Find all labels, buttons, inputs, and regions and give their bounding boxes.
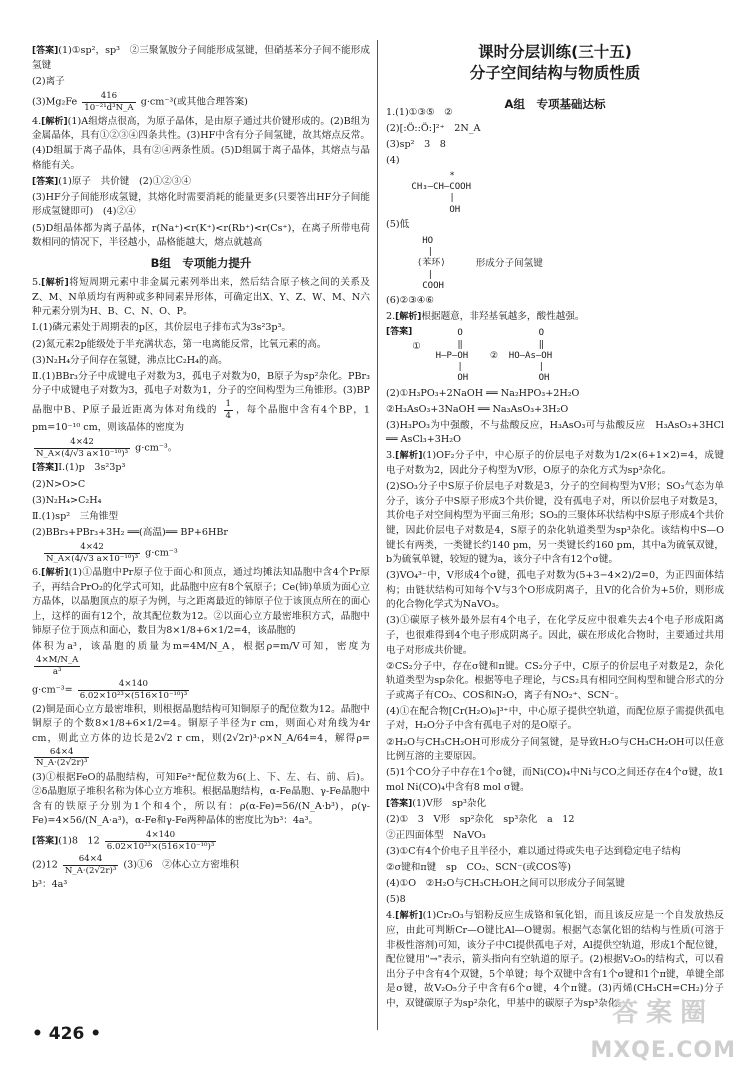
- q3-answer-1: [答案](1)V形 sp³杂化: [386, 797, 487, 809]
- q5-density: $\frac{4\times 42}{\text{N\_A×(4/√3 a×10⁻¹⁰)³}}$ g·cm⁻³。: [36, 437, 178, 460]
- q6-analysis-4: (2)铜是面心立方最密堆积，则根据晶胞结构可知铜原子的配位数为12。晶胞中铜原子的个数8×1/8+6×1/2=4。铜原子半径为r cm，则面心对角线为4r cm，则此立方体的边长是2√2 r cm，则(2√2r)³·ρ×N_A/64=4，解得ρ= $\frac{64\times 4}{\text{N\_A·(2√2r)³}}$: [32, 703, 370, 769]
- q1-line-4: (4): [386, 155, 400, 167]
- q6-analysis-3: g·cm⁻³= $\frac{4\times 140}{\text{6.02×10²³×(516×10⁻¹⁰)³}}$: [32, 678, 188, 701]
- answer-label: [答案]: [32, 46, 59, 56]
- q2-eq-2: ②H₃AsO₃+3NaOH ══ Na₃AsO₃+3H₂O: [386, 403, 569, 415]
- q6-analysis-5: (3)①根据FeO的晶胞结构，可知Fe²⁺配位数为6(上、下、左、右、前、后)。②δ晶胞原子堆积名称为体心立方堆积。根据晶胞结构，α-Fe晶胞、γ-Fe晶胞中含有的铁原子分别为1个和4个，所以有：ρ(α-Fe)=56/(N_A·b³)，ρ(γ-Fe)=4×56/(N_A·a³)，α-Fe和γ-Fe两种晶体的密度比为b³：4a³。: [32, 771, 370, 827]
- q5-analysis-5: Ⅱ.(1)BBr₃分子中成键电子对数为3，孤电子对数为0，B原子为sp²杂化。PBr₃分子中成键电子对数为3，孤电子对数为1，分子的空间构型为三角锥形。(3)BP晶胞中B、P原子最近距离为体对角线的 $\frac{1}{4}$ ，每个晶胞中含有4个BP，1 pm=10⁻¹⁰ cm，则该晶体的密度为: [32, 370, 370, 434]
- section-a-heading: A组 专项基础达标: [504, 97, 606, 111]
- q1-line-2: (2)[:Ö::Ö:]²⁺ 2N_A: [386, 123, 481, 135]
- q1-line-5b: 形成分子间氢键: [475, 257, 543, 269]
- answer-prev-2: (2)离子: [32, 75, 65, 87]
- q4-answer-2: (3)HF分子间能形成氢键，其熔化时需要消耗的能量更多(只要答出HF分子间能形成氢键即可) (4)②④: [32, 191, 370, 218]
- q4-answer-3: (5)D组晶体都为离子晶体，r(Na⁺)<r(K⁺)<r(Rb⁺)<r(Cs⁺)，在离子所带电荷数相同的情况下，半径越小，晶格能越大，熔点就越高: [32, 222, 370, 249]
- q2-eq-1: (2)①H₃PO₃+2NaOH ══ Na₂HPO₃+2H₂O: [386, 387, 580, 399]
- q5-analysis: 5.[解析]将短周期元素中非金属元素列举出来，然后结合原子核之间的关系及Z、M、N单质均有两种或多种同素异形体，可确定出X、Y、Z、W、M、N六种元素分别为H、B、C、N、O、P。: [32, 277, 370, 318]
- q3-analysis-3: (3)VO₄³⁻中，V形成4个σ键，孤电子对数为(5+3−4×2)/2=0，为正四面体结构；由链状结构可知每个V与3个O形成阴离子，且V的化合价为+5价，则形成的化合物化学式为NaVO₃。: [386, 570, 724, 611]
- q6-answer-3: b³：4a³: [32, 879, 68, 891]
- q3-answer-5: ②σ键和π键 sp CO₂、SCN⁻(或COS等): [386, 862, 571, 874]
- column-divider: [377, 40, 378, 1030]
- q3-analysis-2: (2)SO₃分子中S原子价层电子对数是3，分子的空间构型为V形；SO₃气态为单分子，该分子中S原子形成3个共价键，没有孤电子对，所以价层电子对数是3，其价电子对空间构型为平面三角形；SO₃的三聚体环状结构中S原子形成4个共价键，因此价层电子对数是4，S原子的杂化轨道类型为sp³杂化。该结构中S—O键长有两类，一类键长约140 pm，另一类键长约160 pm，其中a为硫氧双键，b为硫氧单键，较短的键为a，该分子中含有12个σ键。: [386, 481, 724, 566]
- q5-answer-3: (3)N₂H₄>C₂H₄: [32, 494, 102, 506]
- q5-answer-4: Ⅱ.(1)sp² 三角锥型: [32, 510, 119, 522]
- lesson-title: [386, 42, 724, 84]
- acid-structures: O O ‖ ‖ H—P—OH ② HO—As—OH | | OH OH: [435, 328, 553, 384]
- q5-analysis-4: (3)N₂H₄分子间存在氢键，沸点比C₂H₄的高。: [32, 354, 228, 366]
- q6-answer-1: [答案](1)8 12 $\frac{4\times 140}{\text{6.02×10²³×(516×10⁻¹⁰)³}}$: [32, 830, 215, 853]
- q5-answer-6: $\frac{4\times 42}{\text{N\_A×(4/√3 a×10⁻¹⁰)³}}$ g·cm⁻³: [46, 541, 178, 564]
- left-column: [32, 44, 370, 894]
- q3-answer-4: (3)①C有4个价电子且半径小，难以通过得或失电子达到稳定电子结构: [386, 846, 681, 858]
- q4-answer-1: [答案](1)原子 共价键 (2)①②③④: [32, 175, 191, 187]
- q3-analysis-1: 3.[解析](1)OF₂分子中，中心原子的价层电子对数为1/2×(6+1×2)=4，成键电子对数为2，因此分子构型为V形，O原子的杂化方式为sp³杂化。: [386, 450, 724, 477]
- q3-analysis-5: ②CS₂分子中，存在σ键和π键。CS₂分子中，C原子的价层电子对数是2，杂化轨道类型为sp杂化。根据等电子理论，与CS₂具有相同空间构型和键合形式的分子或离子有CO₂、COS和N₂O，离子有NO₂⁺、SCN⁻。: [386, 660, 724, 701]
- q3-answer-2: (2)① 3 V形 sp²杂化 sp³杂化 a 12: [386, 814, 575, 826]
- q3-answer-6: (4)①O ②H₂O与CH₃CH₂OH之间可以形成分子间氢键: [386, 878, 625, 890]
- q2-analysis: 2.[解析]根据题意，非羟基氧越多，酸性越强。: [386, 311, 585, 323]
- right-column: [386, 106, 724, 1013]
- q2-eq-3: (3)H₃PO₃为中强酸，不与盐酸反应，H₃AsO₃可与盐酸反应 H₃AsO₃+3HCl ══ AsCl₃+3H₂O: [386, 419, 724, 446]
- q5-answer-2: (2)N>O>C: [32, 478, 86, 490]
- q6-analysis: 6.[解析](1)①晶胞中Pr原子位于面心和顶点，通过均摊法知晶胞中含4个Pr原子，再结合PrO₂的化学式可知，此晶胞中应有8个氧原子；Ce(铈)单质为面心立方晶体，以晶胞顶点的原子为例，与之距离最近的铈原子位于该顶点所在的面心上，这样的面有12个，故其配位数为12。②以面心立方最密堆积方式，晶胞中铈原子位于顶点和面心，数目为8×1/8+6×1/2=4，该晶胞的: [32, 566, 370, 637]
- hydroxybenzoic-acid-structure: HO | ⟨苯环⟩ | COOH: [416, 235, 446, 291]
- q5-answer-1: [答案]Ⅰ.(1)p 3s²3p³: [32, 462, 126, 474]
- q5-answer-5: (2)BBr₃+PBr₃+3H₂ ══(高温)══ BP+6HBr: [32, 526, 228, 538]
- section-b-heading: B组 专项能力提升: [150, 255, 252, 270]
- q1-line-1: 1.(1)①③⑤ ②: [386, 107, 453, 118]
- q3-analysis-7: ②H₂O与CH₃CH₂OH可形成分子间氢键，是导致H₂O与CH₃CH₂OH可以任意比例互溶的主要原因。: [386, 736, 724, 763]
- q3-answer-3: ②正四面体型 NaVO₃: [386, 830, 486, 842]
- q1-structure-row: [386, 234, 724, 294]
- q6-answer-2: (2)12 $\frac{64\times 4}{\text{N\_A·(2√2r)³}}$ (3)①6 ②体心立方密堆积: [32, 854, 240, 877]
- q2-structures: [答案] ① O O ‖ ‖ H—P—OH ② HO—As—OH | | OH OH: [386, 327, 553, 384]
- q3-answer-7: (5)8: [386, 894, 406, 906]
- q5-analysis-3: (2)氮元素2p能级处于半充满状态，第一电离能反常，比氧元素的高。: [32, 338, 327, 350]
- q4-analysis: 4.[解析](1)A组熔点很高，为原子晶体，是由原子通过共价键形成的。(2)B组为金属晶体，具有①②③④四条共性。(3)HF中含有分子间氢键，故其熔点反常。(4)D组属于离子晶体，具有②④两条性质。(5)D组属于离子晶体，其熔点与晶格能有关。: [32, 115, 370, 171]
- density-fraction: $\frac{416}{\text{10⁻²¹d³N\_A}}$: [84, 90, 134, 113]
- watermark-logo: 答案圈 MXQE.COM: [590, 998, 736, 1063]
- lactic-acid-structure: * CH₃—CH—COOH | OH: [411, 170, 472, 215]
- q1-line-3: (3)sp² 3 8: [386, 139, 446, 151]
- title-line-1: 课时分层训练(三十五): [478, 43, 632, 61]
- q5-analysis-2: Ⅰ.(1)磷元素处于周期表的p区，其价层电子排布式为3s²3p³。: [32, 322, 292, 334]
- q6-analysis-2: 体积为a³，该晶胞的质量为m=4M/N_A，根据ρ=m/V可知，密度为 $\frac{4\times M/N\_A}{\text{a³}}$: [32, 641, 370, 677]
- q1-line-6: (6)②③④⑥: [386, 295, 434, 307]
- q3-analysis-8: (5)1个CO分子中存在1个σ键，而Ni(CO)₄中Ni与CO之间还存在4个σ键，故1 mol Ni(CO)₄中含有8 mol σ键。: [386, 767, 724, 793]
- q1-line-5: (5)低: [386, 218, 410, 230]
- q3-analysis-4: (3)①碳原子核外最外层有4个电子，在化学反应中很难失去4个电子形成阳离子，也很难得到4个电子形成阴离子。因此，碳在形成化合物时，主要通过共用电子对形成共价键。: [386, 615, 724, 656]
- answer-prev-3: (3)Mg₂Fe $\frac{416}{\text{10⁻²¹d³N\_A}}$ g·cm⁻³(或其他合理答案): [32, 90, 248, 113]
- answer-prev-1: [答案](1)①sp²，sp³ ②三聚氰胺分子间能形成氢键，但硝基苯分子间不能形成氢键: [32, 45, 370, 71]
- q4-right-analysis: 4.[解析](1)Cr₂O₃与铝粉反应生成铬和氧化铝，而且该反应是一个自发放热反应，由此可判断Cr—O键比Al—O键弱。根据气态氯化铝的结构与性质(可溶于非极性溶剂)可知，该分子中Cl提供孤电子对，Al提供空轨道，形成1个配位键，配位键用"→"表示，箭头指向有空轨道的原子。(2)根据V₂O₅的结构式，可以看出分子中含有4个双键，5个单键；每个双键中含有1个σ键和1个π键，单键全部是σ键，故V₂O₅分子中含有6个σ键，4个π键。(3)丙烯(CH₃CH=CH₂)分子中，双键碳原子为sp²杂化，甲基中的碳原子为sp³杂化。: [386, 910, 724, 1010]
- page-number: • 426 •: [32, 1024, 102, 1044]
- q3-analysis-6: (4)①在配合物[Cr(H₂O)₆]³⁺中，中心原子提供空轨道，而配位原子需提供孤电子对，H₂O分子中含有孤电子对的是O原子。: [386, 705, 724, 732]
- title-line-2: 分子空间结构与物质性质: [469, 63, 641, 82]
